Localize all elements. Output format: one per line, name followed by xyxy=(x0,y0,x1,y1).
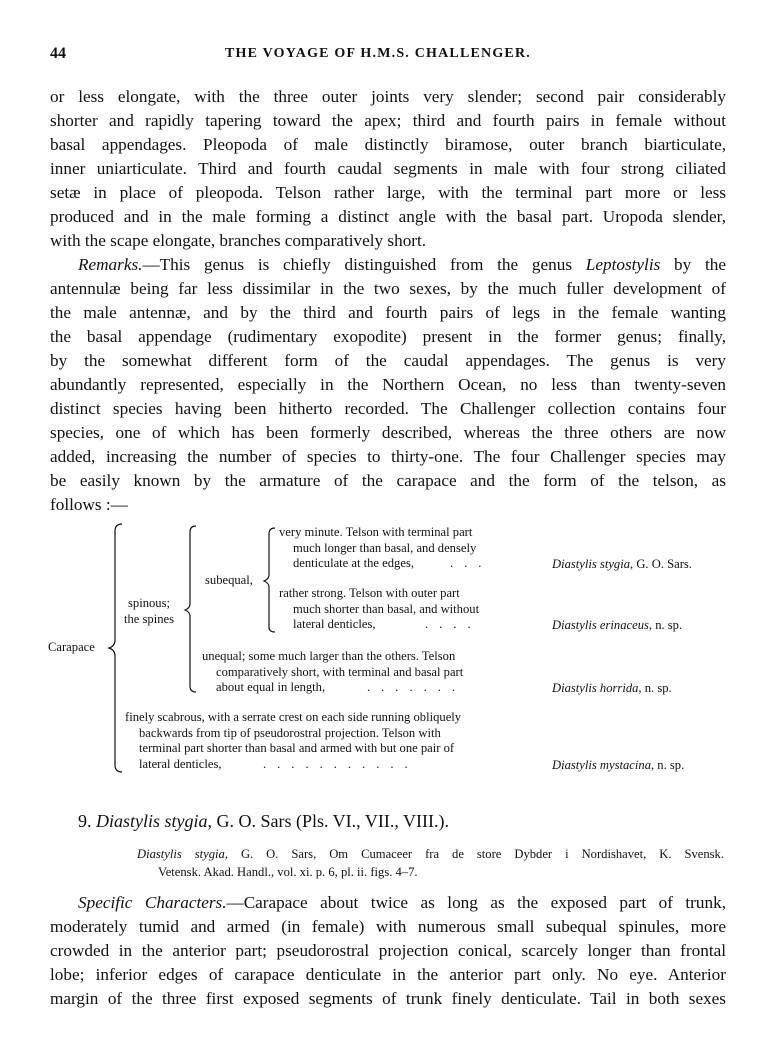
species-result: Diastylis erinaceus, n. sp. xyxy=(552,618,683,632)
text-line: produced and in the male forming a distinct angle with the basal part. Uropoda slender, xyxy=(50,207,726,226)
brace-subequal xyxy=(264,528,275,632)
brace-spinous xyxy=(185,526,196,692)
dot-leader: ... xyxy=(450,556,493,570)
text-line: basal appendages. Pleopoda of male distinctly biramose, outer branch biarticulate, xyxy=(50,135,726,154)
key-subequal: subequal, xyxy=(205,573,253,587)
section-heading: 9. Diastylis stygia, G. O. Sars (Pls. VI., VII., VIII.). xyxy=(78,811,449,831)
key-option-b: unequal; some much larger than the others. Telson comparatively short, with terminal and basal part about equal in length, xyxy=(202,649,464,694)
text-line: the basal appendage (rudimentary exopodite) present in the former genus; finally, xyxy=(50,327,726,346)
reference-line: Diastylis stygia, G. O. Sars, Om Cumaceer fra de store Dybder i Nordishavet, K. Svensk. xyxy=(137,847,724,861)
dot-leader: ....... xyxy=(367,680,467,694)
text-line: or less elongate, with the three outer joints very slender; second pair considerably xyxy=(50,87,726,106)
text-line: moderately tumid and armed (in female) with numerous small subequal spinules, more xyxy=(50,917,726,936)
text-line: shorter and rapidly tapering toward the apex; third and fourth pairs in female without xyxy=(50,111,726,130)
text-line: distinct species having been hitherto recorded. The Challenger collection contains four xyxy=(50,399,726,418)
key-option-c: finely scabrous, with a serrate crest on each side running obliquely backwards from tip of pseudorostral projection. Telson with terminal part shorter than basal and armed with but one pair of lateral denticles, xyxy=(125,710,462,771)
text-line: abundantly represented, especially in the Northern Ocean, no less than twenty-seven xyxy=(50,375,726,394)
text-line: lobe; inferior edges of carapace denticulate in the anterior part only. No eye. Anterior xyxy=(50,965,726,984)
dot-leader: .... xyxy=(425,617,482,631)
text-line: antennulæ being far less dissimilar in the two sexes, by the much fuller development of xyxy=(50,279,726,298)
text-line: the male antennæ, and by the third and fourth pairs of legs in the female wanting xyxy=(50,303,726,322)
specific-label: Specific Characters. xyxy=(78,893,227,912)
text-line: be easily known by the armature of the carapace and the form of the telson, as xyxy=(50,471,726,490)
text-line: inner uniarticulate. Third and fourth caudal segments in male with four strong ciliated xyxy=(50,159,726,178)
text-line: species, one of which has been formerly described, whereas the three others are now xyxy=(50,423,726,442)
text-line: with the scape elongate, branches comparatively short. xyxy=(50,231,427,250)
remarks-label: Remarks. xyxy=(78,255,143,274)
dot-leader: ........... xyxy=(263,757,419,771)
reference-line: Vetensk. Akad. Handl., vol. xi. p. 6, pl. ii. figs. 4–7. xyxy=(158,865,418,879)
text-line: Remarks.—This genus is chiefly distinguished from the genus Leptostylis by the xyxy=(78,255,727,274)
species-result: Diastylis stygia, G. O. Sars. xyxy=(552,557,692,571)
key-spinous: spinous; the spines xyxy=(124,596,175,626)
brace-carapace xyxy=(109,524,122,772)
key-option-a2: rather strong. Telson with outer part much shorter than basal, and without lateral denticles, xyxy=(279,586,480,631)
text-line: by the somewhat different form of the caudal appendages. The genus is very xyxy=(50,351,726,370)
running-title: THE VOYAGE OF H.M.S. CHALLENGER. xyxy=(225,46,531,61)
page-number: 44 xyxy=(50,45,66,62)
key-option-a1: very minute. Telson with terminal part much longer than basal, and densely denticulate at the edges, xyxy=(279,525,477,570)
text-line: crowded in the anterior part; pseudorostral projection conical, scarcely longer than frontal xyxy=(50,941,726,960)
key-carapace: Carapace xyxy=(48,640,95,654)
genus-name: Leptostylis xyxy=(585,255,661,274)
species-result: Diastylis mystacina, n. sp. xyxy=(552,758,685,772)
text-line: follows :— xyxy=(50,495,128,514)
species-result: Diastylis horrida, n. sp. xyxy=(552,681,672,695)
text-line: setæ in place of pleopoda. Telson rather large, with the terminal part more or less xyxy=(50,183,726,202)
text-line: Specific Characters.—Carapace about twice as long as the exposed part of trunk, xyxy=(78,893,726,912)
text-line: added, increasing the number of species to thirty-one. The four Challenger species may xyxy=(50,447,726,466)
text-line: margin of the three first exposed segments of trunk finely denticulate. Tail in both sexes xyxy=(50,989,726,1008)
